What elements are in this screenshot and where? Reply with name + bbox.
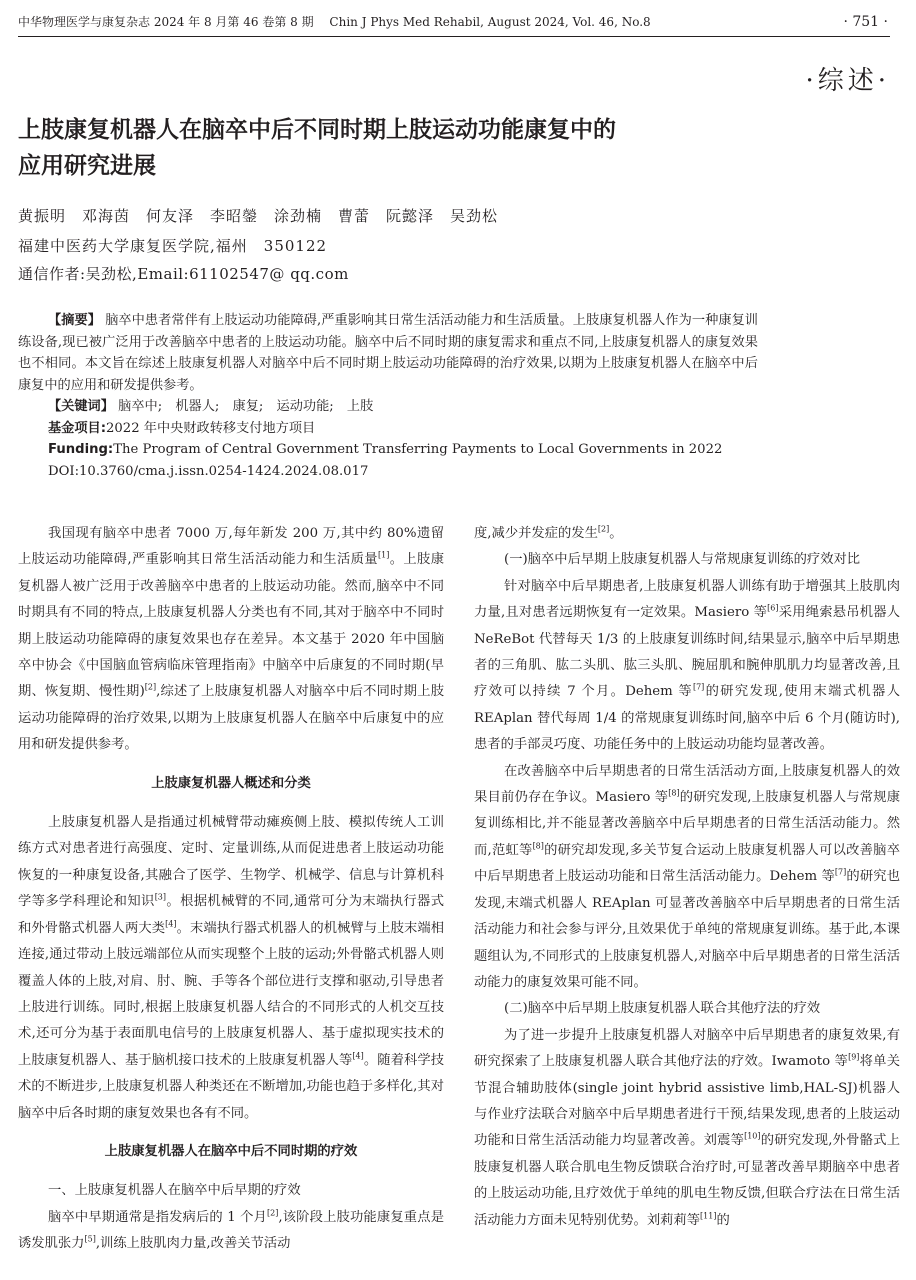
text-run: 采用绳索悬吊机器人 NeReBot 代替每天 1/3 的上肢康复训练时间,结果显示,脑卒中后早期患者的三角肌、肱二头肌、肱三头肌、腕屈肌和腕伸肌肌力均显著改善,且疗效可以持续 7 个月。Dehem 等 — [474, 605, 900, 700]
subsection-heading: (一)脑卒中后早期上肢康复机器人与常规康复训练的疗效对比 — [504, 552, 861, 568]
text-run: 为了进一步提升上肢康复机器人对脑卒中后早期患者的康复效果,有研究探索了上肢康复机器人联合其他疗法的疗效。Iwamoto 等 — [474, 1027, 900, 1070]
subsection-heading: (二)脑卒中后早期上肢康复机器人联合其他疗法的疗效 — [504, 1001, 821, 1017]
funding-label: Funding: — [48, 442, 114, 457]
author-list: 黄振明 邓海茵 何友泽 李昭鎣 涂劲楠 曹蕾 阮懿泽 吴劲松 — [18, 207, 499, 225]
section-tag: ·综述· — [805, 66, 890, 96]
citation-ref: [2] — [144, 683, 157, 693]
page-number: · 751 · — [843, 14, 888, 30]
citation-ref: [7] — [692, 683, 705, 693]
text-run: 的研究发现,上肢康复机器人与常规康复训练相比,并不能显著改善脑卒中后早期患者的日常生活活动能力。然而,范虹等 — [474, 790, 901, 858]
text-run: 的研究却发现,多关节复合运动上肢康复机器人可以改善脑卒中后早期患者上肢运动功能和日常生活活动能力。Dehem 等 — [474, 842, 900, 885]
adl-paragraph — [474, 759, 900, 997]
text-run: 针对脑卒中后早期患者,上肢康复机器人训练有助于增强其上肢肌肉力量,且对患者远期恢复有一定效果。Masiero 等 — [474, 578, 900, 621]
text-run: 的研究也发现,末端式机器人 REAplan 可显著改善脑卒中后早期患者的日常生活活动能力和社会参与评分,且效果优于单纯的常规康复训练。基于此,本课题组认为,不同形式的上肢康复机器人,对脑卒中后早期患者的日常生活活动能力的康复效果可能不同。 — [474, 869, 900, 990]
text-run: 。随着科学技术的不断进步,上肢康复机器人种类还在不断增加,功能也趋于多样化,其对脑卒中后各时期的康复效果也各有不同。 — [18, 1052, 445, 1121]
text-run: 的 — [716, 1212, 730, 1228]
journal-citation: 中华物理医学与康复杂志 2024 年 8 月第 46 卷第 8 期 Chin J Phys Med Rehabil, August 2024, Vol. 46, No.8 — [18, 15, 651, 29]
fund — [18, 418, 758, 440]
section-heading: 上肢康复机器人在脑卒中后不同时期的疗效 — [104, 1143, 358, 1159]
citation-ref: [9] — [848, 1052, 860, 1062]
section-heading: 上肢康复机器人概述和分类 — [151, 775, 311, 791]
header-rule — [18, 36, 890, 37]
continued-paragraph — [474, 521, 900, 547]
text-run: 的研究发现,外骨骼式上肢康复机器人联合肌电生物反馈联合治疗时,可显著改善早期脑卒中患者的上肢运动功能,且疗效优于单纯的肌电生物反馈,但联合疗法在日常生活活动能力方面未见特别优势。刘莉莉等 — [474, 1133, 900, 1228]
funding-en — [18, 439, 758, 461]
citation-ref: [4] — [165, 919, 177, 929]
text-run: 。 — [609, 526, 623, 541]
doi: DOI:10.3760/cma.j.issn.0254-1424.2024.08.017 — [48, 463, 369, 479]
citation-ref: [8] — [668, 788, 680, 798]
citation-ref: [6] — [767, 603, 779, 613]
keywords-label: 【关键词】 — [48, 399, 114, 414]
text-run: 。末端执行器式机器人的机械臂与上肢末端相连接,通过带动上肢远端部位从而实现整个上肢的运动;外骨骼式机器人则覆盖人体的上肢,对肩、肘、腕、手等各个部位进行支撑和驱动,引导患者上肢进行训练。同时,根据上肢康复机器人结合的不同形式的人机交互技术,还可分为基于表面肌电信号的上肢康复机器人、基于虚拟现实技术的上肢康复机器人、基于脑机接口技术的上肢康复机器人等 — [18, 920, 445, 1068]
citation-ref: [2] — [597, 524, 610, 534]
citation-ref: [1] — [377, 550, 390, 560]
intro-paragraph — [18, 521, 444, 759]
text-run: 。上肢康复机器人被广泛用于改善脑卒中患者的上肢运动功能。然而,脑卒中不同时期具有不同的特点,上肢康复机器人分类也有不同,其对于脑卒中不同时期上肢运动功能障碍的康复效果也存在差异。本文基于 2020 年中国脑卒中协会《中国脑血管病临床管理指南》中脑卒中后康复的不同时期(早期、恢复期、慢性期) — [18, 552, 445, 700]
text-run: ,训练上肢肌肉力量,改善关节活动 — [95, 1236, 291, 1252]
title-line-2: 应用研究进展 — [18, 153, 156, 179]
title-line-1: 上肢康复机器人在脑卒中后不同时期上肢运动功能康复中的 — [18, 117, 616, 143]
left-column — [18, 521, 444, 1258]
text-run: 我国现有脑卒中患者 7000 万,每年新发 200 万,其中约 80%遗留上肢运动功能障碍,严重影响其日常生活活动能力和生活质量 — [18, 526, 444, 568]
affiliation: 福建中医药大学康复医学院,福州 350122 — [18, 237, 328, 255]
text-run: ,综述了上肢康复机器人对脑卒中后不同时期上肢运动功能障碍的治疗效果,以期为上肢康复机器人在脑卒中后康复中的应用和研发提供参考。 — [18, 684, 444, 753]
citation-ref: [11] — [700, 1211, 717, 1221]
subsection-heading: 一、上肢康复机器人在脑卒中后早期的疗效 — [48, 1183, 301, 1199]
citation-ref: [3] — [154, 892, 167, 902]
citation-ref: [5] — [84, 1234, 96, 1244]
keywords — [18, 396, 758, 418]
citation-ref: [8] — [532, 841, 544, 851]
text-run: 度,减少并发症的发生 — [474, 526, 598, 541]
text-run: ,该阶段上肢功能康复重点是诱发肌张力 — [18, 1209, 444, 1252]
corresponding-author: 通信作者:吴劲松,Email:61102547@ qq.com — [18, 265, 349, 283]
abstract-block — [18, 310, 758, 482]
right-column — [474, 521, 900, 1234]
text-run: 上肢康复机器人是指通过机械臂带动瘫痪侧上肢、模拟传统人工训练方式对患者进行高强度、定时、定量训练,从而促进患者上肢运动功能恢复的一种康复设备,其融合了医学、生物学、机械学、信息与计算机科学等多学科理论和知识 — [18, 815, 444, 910]
keywords-text: 脑卒中; 机器人; 康复; 运动功能; 上肢 — [113, 399, 374, 414]
abstract-text: 脑卒中患者常伴有上肢运动功能障碍,严重影响其日常生活活动能力和生活质量。上肢康复机器人作为一种康复训练设备,现已被广泛用于改善脑卒中患者的上肢运动功能。脑卒中后不同时期的康复需求和重点不同,上肢康复机器人的康复效果也不相同。本文旨在综述上肢康复机器人对脑卒中后不同时期上肢运动功能障碍的治疗效果,以期为上肢康复机器人在脑卒中后康复中的应用和研发提供参考。 — [18, 313, 758, 393]
comparison-paragraph — [474, 574, 900, 759]
funding-text: The Program of Central Government Transferring Payments to Local Governments in 2022 — [113, 442, 723, 457]
abstract — [18, 310, 758, 396]
text-run: 将单关节混合辅助肢体(single joint hybrid assistive limb,HAL-SJ)机器人与作业疗法联合对脑卒中后早期患者进行干预,结果发现,患者的上肢运动功能和日常生活活动能力均显著改善。刘震等 — [474, 1054, 900, 1149]
abstract-label: 【摘要】 — [48, 313, 101, 328]
text-run: 脑卒中早期通常是指发病后的 1 个月 — [48, 1209, 267, 1225]
text-run: 。根据机械臂的不同,通常可分为末端执行器式和外骨骼式机器人两大类 — [18, 894, 444, 936]
citation-ref: [2] — [267, 1208, 279, 1218]
fund-label: 基金项目: — [48, 420, 107, 436]
combination-paragraph — [474, 1023, 900, 1234]
citation-ref: [4] — [352, 1051, 364, 1061]
article-title — [18, 112, 778, 184]
early-stage-paragraph — [18, 1205, 444, 1258]
fund-text: 2022 年中央财政转移支付地方项目 — [106, 420, 316, 436]
text-run: 的研究发现,使用末端式机器人 REAplan 替代每周 1/4 的常规康复训练时间,脑卒中后 6 个月(随访时),患者的手部灵巧度、功能任务中的上肢运动功能均显著改善。 — [474, 684, 900, 753]
text-run: 在改善脑卒中后早期患者的日常生活活动方面,上肢康复机器人的效果目前仍存在争议。Masiero 等 — [474, 763, 900, 806]
overview-paragraph — [18, 810, 444, 1127]
citation-ref: [10] — [744, 1131, 761, 1141]
citation-ref: [7] — [834, 867, 847, 877]
